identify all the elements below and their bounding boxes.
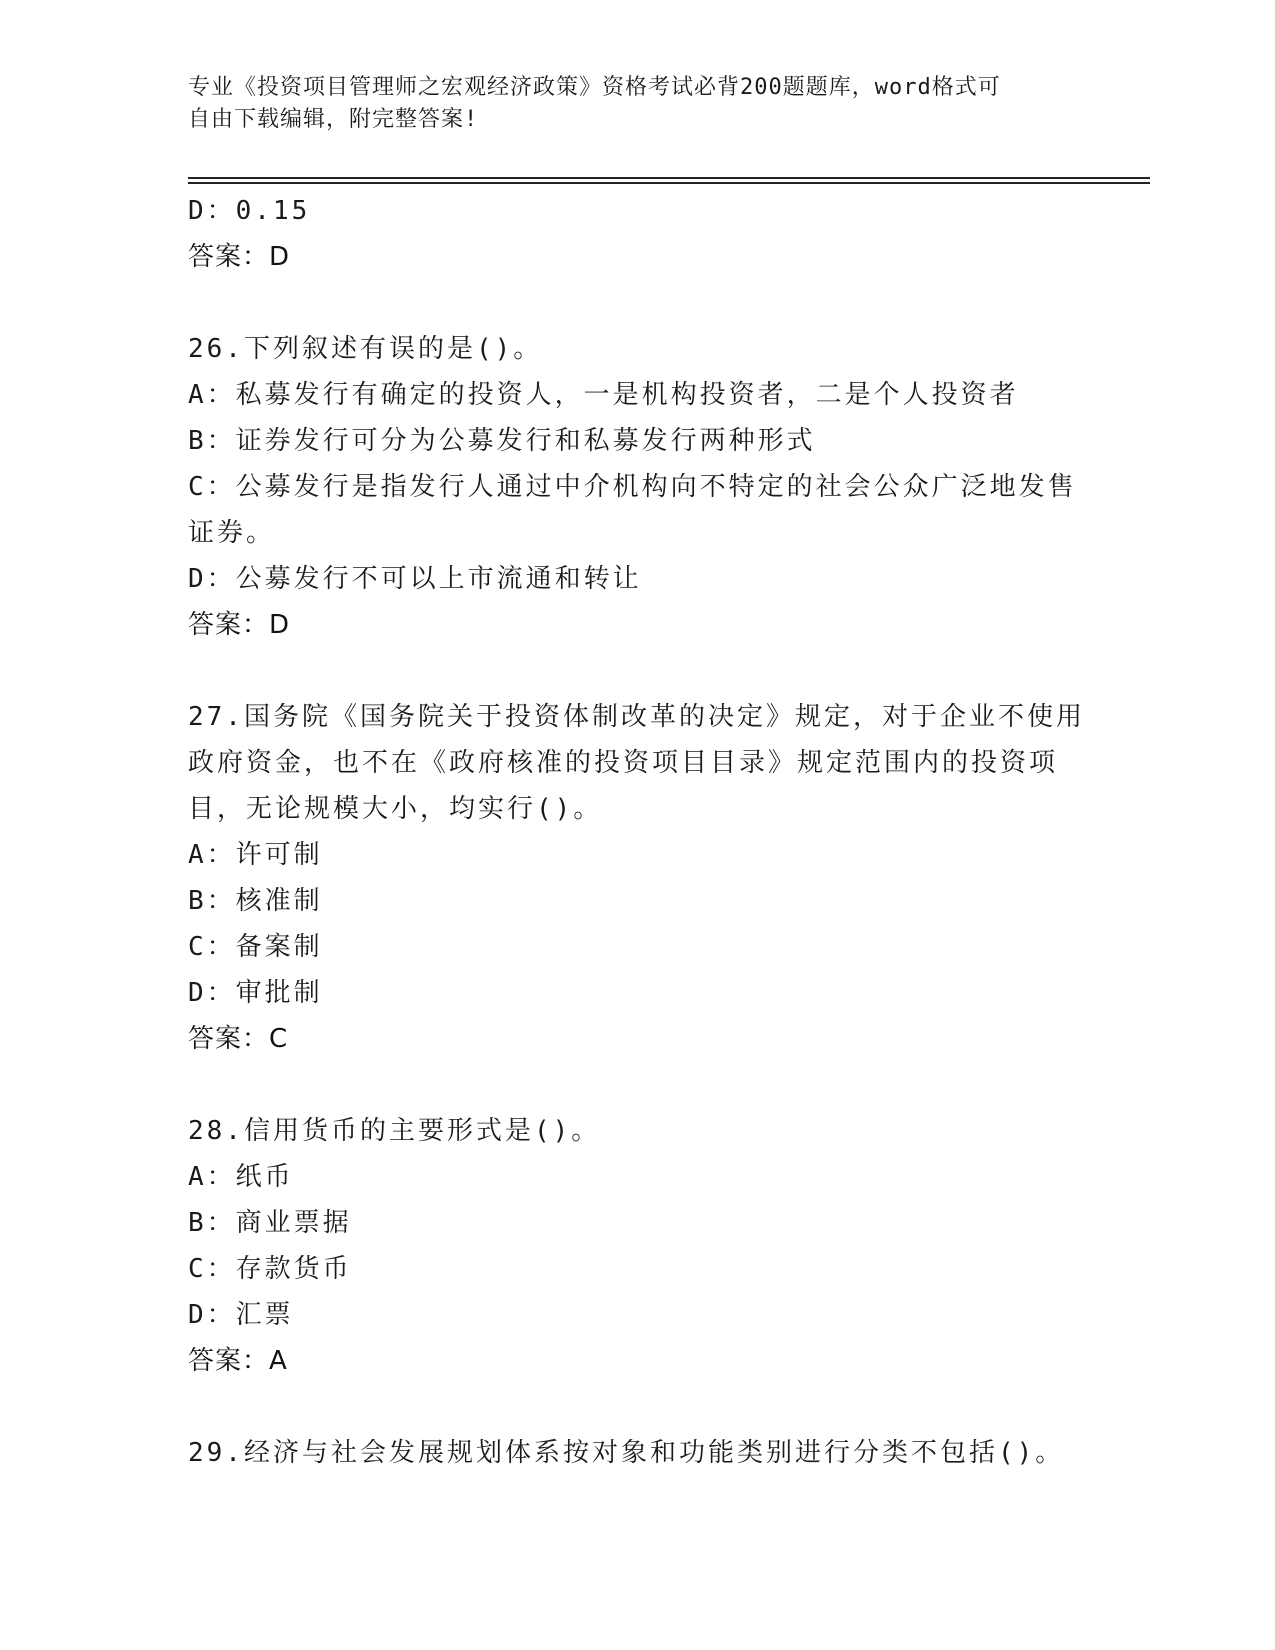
question-content xyxy=(188,188,1088,1476)
option-a: A：许可制 xyxy=(188,840,323,870)
spacer xyxy=(188,280,1088,326)
header-divider-top xyxy=(188,177,1150,179)
answer-line: 答案：D xyxy=(188,610,291,640)
header-line-1: 专业《投资项目管理师之宏观经济政策》资格考试必背200题题库，word格式可 xyxy=(188,75,1001,100)
answer-line: 答案：A xyxy=(188,1346,288,1376)
question-27 xyxy=(188,694,1088,1062)
question-stem-continued: 目，无论规模大小，均实行()。 xyxy=(188,794,603,824)
question-stem: 26.下列叙述有误的是()。 xyxy=(188,334,543,364)
header-divider-bottom xyxy=(188,182,1150,184)
spacer xyxy=(188,1062,1088,1108)
spacer xyxy=(188,648,1088,694)
question-26 xyxy=(188,326,1088,648)
option-d: D：汇票 xyxy=(188,1300,294,1330)
answer-line: 答案：D xyxy=(188,242,291,272)
document-header xyxy=(188,72,1068,136)
question-stem-continued: 政府资金，也不在《政府核准的投资项目目录》规定范围内的投资项 xyxy=(188,748,1059,778)
option-c-continued: 证券。 xyxy=(188,518,276,548)
option-b: B：证券发行可分为公募发行和私募发行两种形式 xyxy=(188,426,816,456)
option-c: C：公募发行是指发行人通过中介机构向不特定的社会公众广泛地发售 xyxy=(188,472,1077,502)
option-a: A：私募发行有确定的投资人，一是机构投资者，二是个人投资者 xyxy=(188,380,1019,410)
question-stem: 28.信用货币的主要形式是()。 xyxy=(188,1116,601,1146)
spacer xyxy=(188,1384,1088,1430)
option-d: D：0.15 xyxy=(188,196,311,226)
option-b: B：商业票据 xyxy=(188,1208,352,1238)
question-stem: 29.经济与社会发展规划体系按对象和功能类别进行分类不包括()。 xyxy=(188,1438,1065,1468)
header-line-2: 自由下载编辑，附完整答案! xyxy=(188,107,479,132)
option-c: C：存款货币 xyxy=(188,1254,352,1284)
option-a: A：纸币 xyxy=(188,1162,294,1192)
option-b: B：核准制 xyxy=(188,886,323,916)
question-29 xyxy=(188,1430,1088,1476)
option-d: D：公募发行不可以上市流通和转让 xyxy=(188,564,642,594)
question-stem: 27.国务院《国务院关于投资体制改革的决定》规定，对于企业不使用 xyxy=(188,702,1085,732)
option-d: D：审批制 xyxy=(188,978,323,1008)
option-c: C：备案制 xyxy=(188,932,323,962)
answer-line: 答案：C xyxy=(188,1024,289,1054)
question-28 xyxy=(188,1108,1088,1384)
